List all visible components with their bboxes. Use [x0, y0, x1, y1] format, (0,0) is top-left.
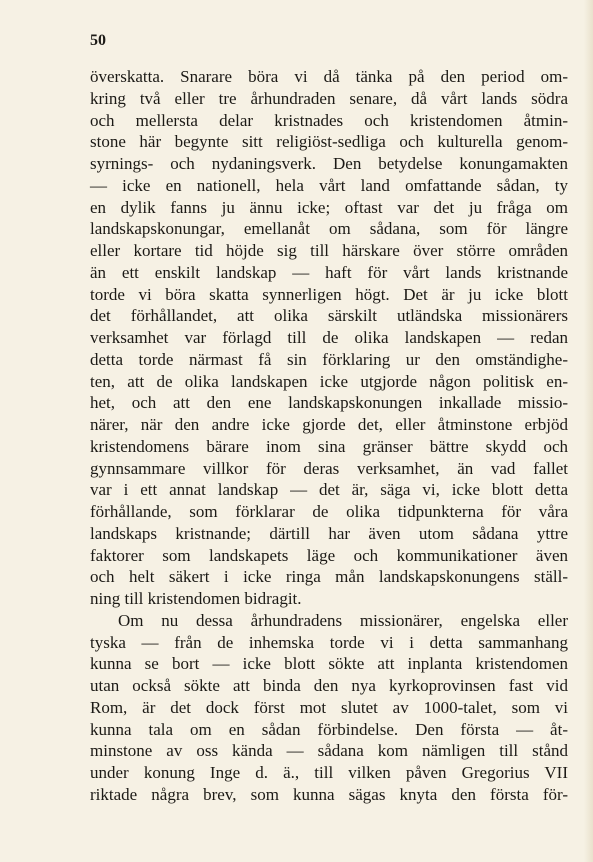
- text-line: närer, när den andre icke gjorde det, eller åtminstone erbjöd: [90, 415, 568, 434]
- body-text: [90, 66, 568, 806]
- text-line: förhållande, som förklarar de olika tidpunkterna för våra: [90, 502, 568, 521]
- text-line: under konung Inge d. ä., till vilken påven Gregorius VII: [90, 763, 568, 782]
- text-line: Rom, är det dock först mot slutet av 1000-talet, som vi: [90, 697, 568, 717]
- text-line: än ett enskilt landskap — haft för vårt lands kristnande: [90, 262, 568, 282]
- text-line: stone här begynte sitt religiöst-sedliga och kulturella genom-: [90, 132, 568, 152]
- text-line: riktade några brev, som kunna sägas knyta den första för-: [90, 784, 568, 804]
- text-line: kristendomens bärare inom sina gränser bättre skydd och: [90, 436, 568, 456]
- text-line: kunna se bort — icke blott sökte att inplanta kristendomen: [90, 654, 568, 674]
- text-line: verksamhet var förlagd till de olika landskapen — redan: [90, 328, 568, 347]
- text-line: kunna tala om en sådan förbindelse. Den första — åt-: [90, 719, 568, 739]
- page-number: 50: [90, 32, 106, 49]
- text-line: detta torde närmast få sin förklaring ur den omständighe-: [90, 349, 568, 369]
- text-line: och mellersta delar kristnades och kristendomen åtmin-: [90, 110, 568, 130]
- text-line: landskapskonungar, emellanåt om sådana, som för längre: [90, 219, 568, 239]
- text-line: och helt säkert i icke ringa mån landskapskonungens ställ-: [90, 567, 568, 587]
- page-edge-shadow: [584, 0, 593, 862]
- text-line: var i ett annat landskap — det är, säga vi, icke blott detta: [90, 480, 568, 500]
- text-line: ten, att de olika landskapen icke utgjorde någon politisk en-: [90, 371, 568, 391]
- text-line: överskatta. Snarare böra vi då tänka på den period om-: [90, 67, 568, 86]
- text-line: faktorer som landskapets läge och kommunikationer även: [90, 545, 568, 565]
- text-line: det förhållandet, att olika särskilt utländska missionärers: [90, 306, 568, 326]
- text-line: minstone av oss kända — sådana kom nämligen till stånd: [90, 741, 568, 761]
- text-line: torde vi böra skatta synnerligen högt. Det är ju icke blott: [90, 284, 568, 304]
- text-line: kring två eller tre århundraden senare, då vårt lands södra: [90, 88, 568, 108]
- text-line: en dylik fanns ju ännu icke; oftast var det ju fråga om: [90, 197, 568, 217]
- text-line: tyska — från de inhemska torde vi i detta sammanhang: [90, 632, 568, 652]
- text-line: syrnings- och nydaningsverk. Den betydelse konungamakten: [90, 154, 568, 173]
- text-line-paragraph-start: Om nu dessa århundradens missionärer, engelska eller: [118, 610, 568, 630]
- text-line: het, och att den ene landskapskonungen inkallade missio-: [90, 393, 568, 413]
- text-line: utan också sökte att binda den nya kyrkoprovinsen fast vid: [90, 676, 568, 695]
- text-line: — icke en nationell, hela vårt land omfattande sådan, ty: [90, 175, 568, 195]
- text-line: ning till kristendomen bidragit.: [90, 589, 302, 608]
- text-line: landskaps kristnande; därtill har även utom sådana yttre: [90, 523, 568, 543]
- text-line: eller kortare tid höjde sig till härskare över större områden: [90, 241, 568, 260]
- text-line: gynnsammare villkor för deras verksamhet, än vad fallet: [90, 458, 568, 478]
